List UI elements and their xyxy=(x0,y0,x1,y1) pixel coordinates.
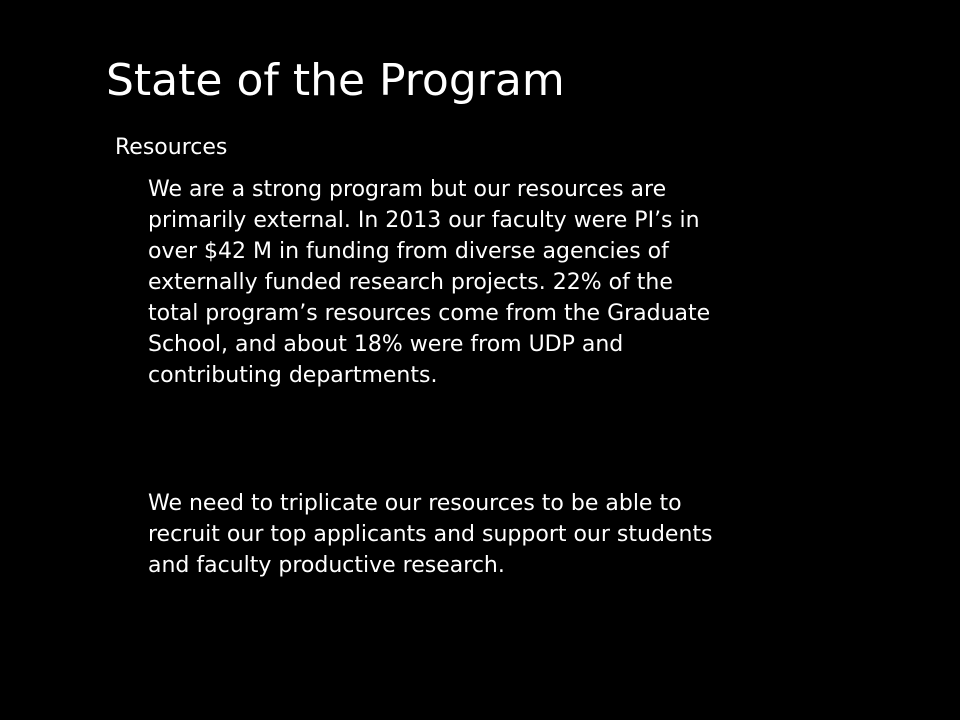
paragraph-line: School, and about 18% were from UDP and xyxy=(148,332,624,357)
paragraph-line: recruit our top applicants and support our students xyxy=(148,522,713,547)
paragraph-line: We need to triplicate our resources to be able to xyxy=(148,491,682,516)
section-heading: Resources xyxy=(115,135,228,160)
paragraph-line: total program’s resources come from the Graduate xyxy=(148,301,711,326)
slide-title: State of the Program xyxy=(106,55,565,106)
body-paragraph-needs xyxy=(148,488,928,581)
paragraph-line: over $42 M in funding from diverse agencies of xyxy=(148,239,669,264)
body-paragraph-resources xyxy=(148,174,928,391)
paragraph-line: contributing departments. xyxy=(148,363,438,388)
paragraph-line: and faculty productive research. xyxy=(148,553,505,578)
paragraph-line: externally funded research projects. 22% of the xyxy=(148,270,673,295)
paragraph-line: We are a strong program but our resources are xyxy=(148,177,667,202)
paragraph-line: primarily external. In 2013 our faculty were PI’s in xyxy=(148,208,700,233)
